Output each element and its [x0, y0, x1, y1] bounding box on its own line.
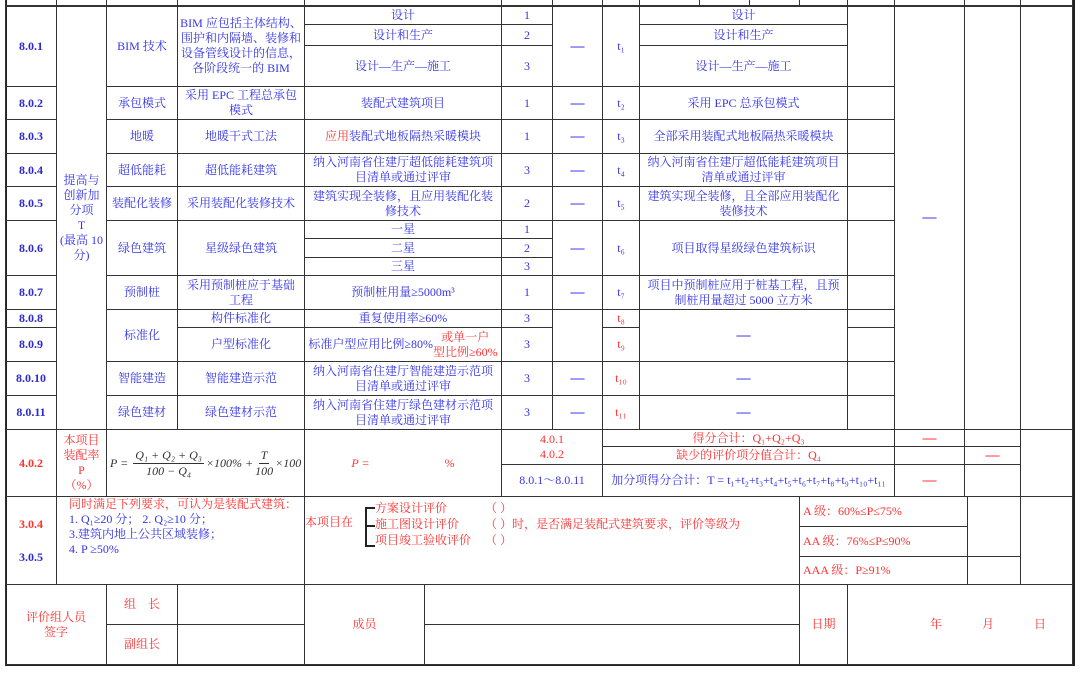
- item-method: 智能建造示范: [177, 361, 305, 396]
- item-description: 全部采用装配式地板隔热采暖模块: [639, 119, 848, 154]
- numerator: Q₁ + Q₂ + Q₃: [135, 447, 202, 462]
- option-score: 3: [501, 327, 553, 362]
- rate-code: 4.0.2: [5, 429, 57, 497]
- table-cell: [1020, 429, 1073, 497]
- item-code: 8.0.7: [5, 275, 57, 310]
- option-score: 3: [501, 309, 553, 328]
- option-highlight: 或单一户 型比例≥60%: [433, 329, 498, 359]
- code-3-0-4: 3.0.4: [19, 516, 43, 531]
- option-label: 设计: [304, 5, 502, 25]
- t-symbol: t₁: [602, 5, 640, 87]
- item-category: 承包模式: [106, 86, 178, 120]
- option-text: 装配式建筑项目: [360, 95, 445, 110]
- deputy-label: 副组长: [106, 624, 178, 665]
- option-score: 2: [501, 186, 553, 221]
- dash-mark: —: [552, 153, 603, 187]
- conclusion-codes: [5, 496, 57, 585]
- option-score: 3: [501, 361, 553, 396]
- t-symbol: t₅: [602, 186, 640, 221]
- members-signature-field[interactable]: [424, 584, 800, 625]
- rate-result[interactable]: [304, 429, 502, 497]
- item-code: 8.0.10: [5, 361, 57, 396]
- dash-mark: —: [552, 361, 603, 396]
- item-code: 8.0.3: [5, 119, 57, 154]
- t-symbol: t₇: [602, 275, 640, 310]
- table-cell: [1020, 5, 1073, 430]
- item-category: 装配化装修: [106, 186, 178, 221]
- option-text: 装配式地板隔热采暖模块: [349, 129, 482, 143]
- option-text: 纳入河南省住建厅智能建造示范项 目清单或通过评审: [312, 363, 493, 393]
- denominator: 100 − Q₄: [146, 463, 192, 478]
- option-score: 1: [501, 275, 553, 310]
- numerator: T: [260, 447, 268, 462]
- option-label: 三星: [304, 257, 502, 276]
- option-highlight: 应用: [324, 129, 349, 143]
- item-code: 8.0.6: [5, 220, 57, 276]
- item-description: 项目中预制桩应用于桩基工程，且预 制桩用量超过 5000 立方米: [639, 275, 848, 310]
- score-input-cell[interactable]: [847, 220, 895, 276]
- option-label: [304, 119, 502, 154]
- item-category: 地暖: [106, 119, 178, 154]
- score-input-cell[interactable]: [847, 361, 895, 396]
- grade-option[interactable]: A 级：60%≤P≤75%: [799, 496, 968, 527]
- t-symbol: t₁₀: [602, 361, 640, 396]
- sum-label: 得分合计：Q₁+Q₂+Q₃: [602, 429, 895, 447]
- item-description: 设计和生产: [639, 24, 848, 46]
- item-code: 8.0.1: [5, 5, 57, 87]
- dash-mark: —: [552, 186, 603, 221]
- missing-label: 缺少的评价项分值合计：Q₄: [602, 446, 895, 465]
- grade-option[interactable]: AAA 级：P≥91%: [799, 556, 968, 585]
- option-score: 3: [501, 395, 553, 430]
- t-symbol: t₄: [602, 153, 640, 187]
- item-method: 星级绿色建筑: [177, 220, 305, 276]
- option-label: [304, 309, 502, 328]
- score-input-cell[interactable]: [847, 5, 895, 87]
- t-symbol: t₉: [602, 327, 640, 362]
- date-field[interactable]: [847, 584, 1073, 665]
- item-description: 采用 EPC 总承包模式: [639, 86, 848, 120]
- result-unit: %: [444, 455, 455, 470]
- requirements-title: 同时满足下列要求，可认为是装配式建筑：: [69, 497, 298, 511]
- dash-mark: —: [552, 275, 603, 310]
- option-score: 1: [501, 220, 553, 239]
- item-code: 8.0.5: [5, 186, 57, 221]
- item-description: 设计: [639, 5, 848, 25]
- score-input-cell[interactable]: [847, 327, 895, 362]
- dash-mark: —: [552, 119, 603, 154]
- option-label: 设计和生产: [304, 24, 502, 46]
- t-symbol: t₁₁: [602, 395, 640, 430]
- table-cell: [552, 309, 603, 362]
- bonus-label: 加分项得分合计：T = t₁+t₂+t₃+t₄+t₅+t₆+t₇+t₈+t₉+t₁₀+t₁₁: [602, 464, 895, 497]
- table-cell[interactable]: [967, 556, 1021, 585]
- option-label: [304, 275, 502, 310]
- leader-label: 组 长: [106, 584, 178, 625]
- item-description: 建筑实现全装修，且全部应用装配化 装修技术: [639, 186, 848, 221]
- requirements: [56, 496, 305, 585]
- code-3-0-5: 3.0.5: [19, 549, 43, 564]
- dash-mark: —: [639, 309, 848, 362]
- item-code: 8.0.11: [5, 395, 57, 430]
- dash-mark: —: [639, 395, 848, 430]
- option-score: 3: [501, 153, 553, 187]
- table-cell[interactable]: [964, 464, 1021, 497]
- item-method: 绿色建材示范: [177, 395, 305, 430]
- formula-tail: ×100: [275, 455, 302, 470]
- dash-mark: —: [894, 5, 965, 430]
- option-label: [304, 186, 502, 221]
- denominator: 100: [255, 463, 274, 478]
- option-text: 建筑实现全装修，且应用装配化装 修技术: [312, 188, 493, 218]
- item-category: 绿色建筑: [106, 220, 178, 276]
- deputy-signature-field[interactable]: [177, 624, 305, 665]
- rate-ref: 4.0.1 4.0.2: [501, 429, 603, 465]
- item-category: 超低能耗: [106, 153, 178, 187]
- item-method: 地暖干式工法: [177, 119, 305, 154]
- conclusion-statement: [304, 496, 800, 585]
- rate-label: 本项目 装配率 P （%）: [56, 429, 107, 497]
- stage-option[interactable]: 方案设计评价 （ ）: [375, 501, 513, 515]
- option-text: 纳入河南省住建厅超低能耗建筑项 目清单或通过评审: [312, 155, 493, 184]
- option-label: 一星: [304, 220, 502, 239]
- option-score: 1: [501, 86, 553, 120]
- option-label: [304, 361, 502, 396]
- item-method: 超低能耗建筑: [177, 153, 305, 187]
- option-label: 二星: [304, 238, 502, 258]
- option-label: [304, 327, 502, 362]
- t-symbol: t₂: [602, 86, 640, 120]
- section-label: 提高与 创新加 分项 T (最高 10 分): [56, 5, 107, 430]
- item-code: 8.0.9: [5, 327, 57, 362]
- option-text: 重复使用率≥60%: [358, 311, 448, 325]
- fraction-1: [133, 448, 204, 479]
- option-score: 3: [501, 45, 553, 87]
- table-cell: [1020, 496, 1073, 585]
- item-description: 纳入河南省住建厅超低能耗建筑项目 清单或通过评审: [639, 153, 848, 187]
- option-score: 3: [501, 257, 553, 276]
- option-score: 2: [501, 24, 553, 46]
- dash-mark: —: [552, 86, 603, 120]
- item-code: 8.0.8: [5, 309, 57, 328]
- item-category: 智能建造: [106, 361, 178, 396]
- item-method: 采用 EPC 工程总承包 模式: [177, 86, 305, 120]
- t-symbol: t₈: [602, 309, 640, 328]
- stage-list: [375, 500, 740, 548]
- prefix: 本项目在: [305, 515, 354, 529]
- leader-signature-field[interactable]: [177, 584, 305, 625]
- item-description: 项目取得星级绿色建筑标识: [639, 220, 848, 276]
- result-prefix: P =: [351, 455, 370, 470]
- option-score: 1: [501, 119, 553, 154]
- table-cell[interactable]: [894, 446, 965, 465]
- rate-formula: [106, 429, 305, 497]
- item-method: 采用装配化装修技术: [177, 186, 305, 221]
- members-label: 成员: [304, 584, 425, 665]
- item-category: 预制桩: [106, 275, 178, 310]
- item-method: BIM 应包括主体结构、 围护和内隔墙、装修和 设备管线设计的信息， 各阶段统一的 BIM: [177, 5, 305, 87]
- t-symbol: t₃: [602, 119, 640, 154]
- item-method: 户型标准化: [177, 327, 305, 362]
- formula-mid: ×100% +: [205, 455, 254, 470]
- table-cell: [964, 5, 1021, 430]
- score-input-cell[interactable]: [847, 86, 895, 120]
- option-score: 2: [501, 238, 553, 258]
- score-input-cell[interactable]: [847, 119, 895, 154]
- dash-mark: —: [552, 5, 603, 87]
- signature-label: 评价组人员 签字: [5, 584, 107, 665]
- item-description: 设计—生产—施工: [639, 45, 848, 87]
- item-code: 8.0.2: [5, 86, 57, 120]
- rate-ref: 8.0.1～8.0.11: [501, 464, 603, 497]
- date-label: 日期: [799, 584, 848, 665]
- score-input-cell[interactable]: [847, 395, 895, 430]
- dash-mark: —: [894, 429, 965, 447]
- suffix: 时，是否满足装配式建筑要求，评价等级为: [512, 517, 741, 531]
- stage-option[interactable]: 项目竣工验收评价 （ ）: [375, 533, 513, 547]
- score-input-cell[interactable]: [847, 309, 895, 328]
- table-cell[interactable]: [964, 429, 1021, 447]
- option-text: 预制桩用量≥5000m³: [351, 285, 455, 299]
- stage-option[interactable]: 施工图设计评价 （ ）时，是否满足装配式建筑要求，评价等级为: [375, 517, 741, 531]
- item-category: BIM 技术: [106, 5, 178, 87]
- item-method: 构件标准化: [177, 309, 305, 328]
- dash-mark: —: [552, 220, 603, 276]
- day-label: 日: [1033, 617, 1046, 631]
- option-label: [304, 86, 502, 120]
- t-symbol: t₆: [602, 220, 640, 276]
- requirements-list: 1. Q₁≥20 分； 2. Q₂≥10 分； 3.建筑内地上公共区域装修； 4. P ≥50%: [69, 512, 223, 556]
- table-cell[interactable]: [967, 496, 1021, 557]
- item-method: 采用预制桩应于基础 工程: [177, 275, 305, 310]
- dash-mark: —: [639, 361, 848, 396]
- members-signature-field[interactable]: [424, 624, 800, 665]
- option-label: 设计—生产—施工: [304, 45, 502, 87]
- grade-option[interactable]: AA 级：76%≤P≤90%: [799, 526, 968, 557]
- year-label: 年: [929, 617, 942, 631]
- formula-lhs: P =: [110, 455, 129, 470]
- option-text: 纳入河南省住建厅绿色建材示范项 目清单或通过评审: [312, 397, 493, 427]
- option-text: 标准户型应用比例≥80%: [308, 337, 433, 351]
- option-label: [304, 395, 502, 430]
- dash-mark: —: [894, 464, 965, 497]
- dash-mark: —: [964, 446, 1021, 465]
- fraction-2: [255, 448, 273, 479]
- score-input-cell[interactable]: [847, 153, 895, 187]
- month-label: 月: [981, 617, 994, 631]
- item-category: 标准化: [106, 309, 178, 362]
- dash-mark: —: [552, 395, 603, 430]
- option-score: 1: [501, 5, 553, 25]
- item-code: 8.0.4: [5, 153, 57, 187]
- score-input-cell[interactable]: [847, 275, 895, 310]
- item-category: 绿色建材: [106, 395, 178, 430]
- score-input-cell[interactable]: [847, 186, 895, 221]
- option-label: [304, 153, 502, 187]
